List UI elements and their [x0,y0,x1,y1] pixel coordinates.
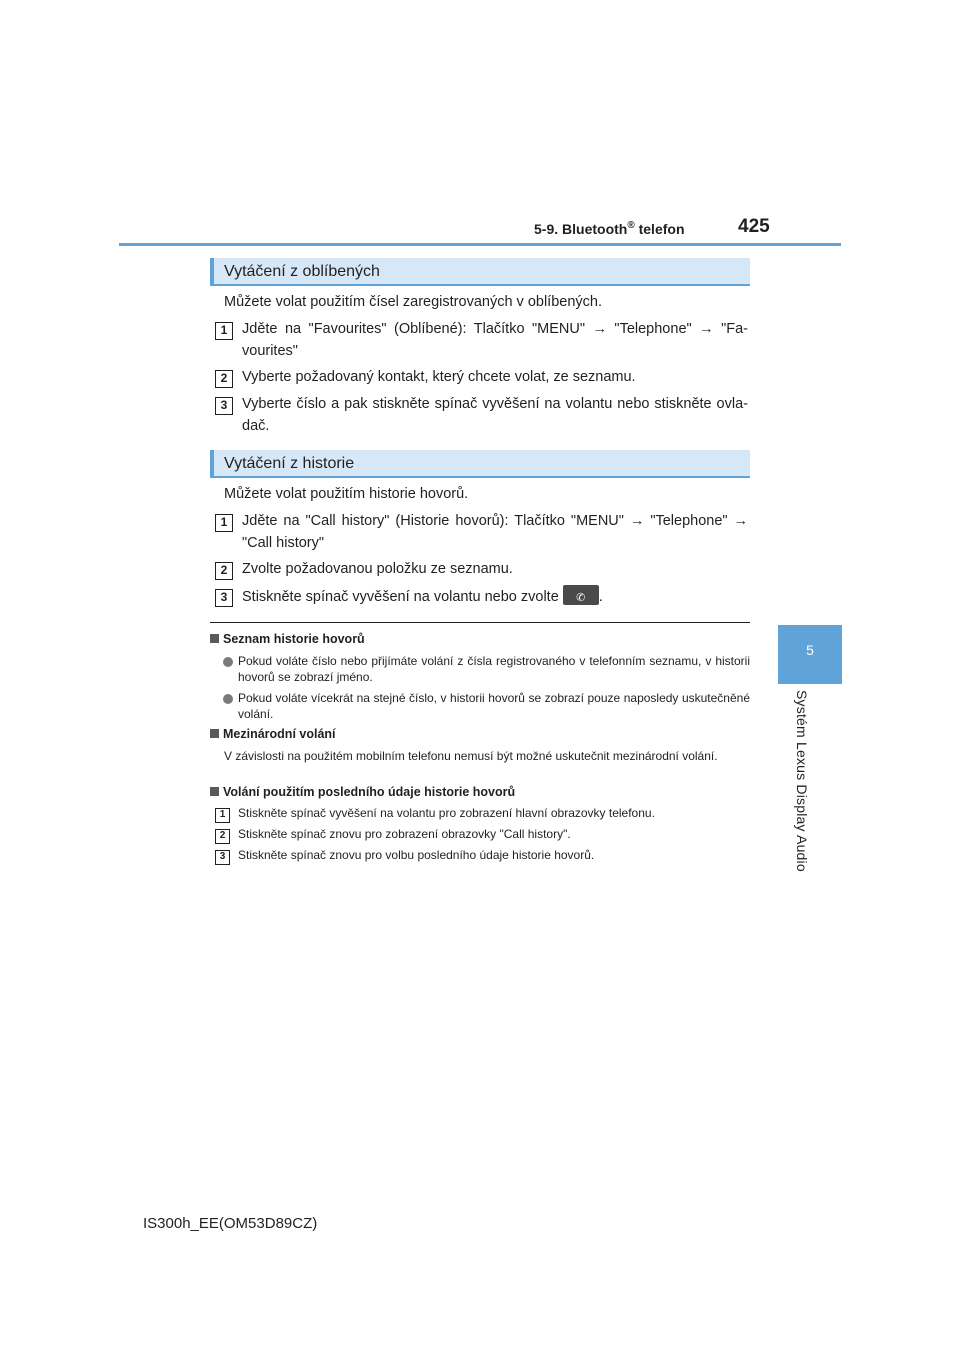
header-divider [119,243,841,246]
square-bullet-icon [210,729,219,738]
mini-step-number-box: 2 [215,829,230,844]
chapter-title: 5-9. Bluetooth [534,221,628,237]
notes-divider [210,622,750,623]
step-number-box: 2 [215,562,233,580]
step-number-box: 3 [215,589,233,607]
step-text: Jděte na "Favourites" (Oblíbené): Tlačítko "MENU" → "Telephone" → "Fa-vourites" [242,321,748,359]
chapter-tab-number: 5 [806,642,814,658]
step-number-box: 1 [215,514,233,532]
note-title-text: Seznam historie hovorů [223,632,365,646]
mini-step-number-box: 1 [215,808,230,823]
mini-step-text: Stiskněte spínač znovu pro volbu posledního údaje historie hovorů. [238,848,595,862]
section-heading-favorites: Vytáčení z oblíbených [210,258,750,286]
mini-step-text: Stiskněte spínač znovu pro zobrazení obrazovky "Call history". [238,827,571,841]
step-number-box: 1 [215,322,233,340]
circle-bullet-icon [223,657,233,667]
step-text: Vyberte číslo a pak stiskněte spínač vyvěšení na volantu nebo stiskněte ovla-dač. [242,396,748,434]
call-button-glyph [563,585,599,605]
mini-step-number-box: 3 [215,850,230,865]
step-number-box: 2 [215,370,233,388]
step-text: Jděte na "Call history" (Historie hovorů): Tlačítko "MENU" → "Telephone" → "Call history" [242,513,748,551]
note-title-text: Mezinárodní volání [223,727,336,741]
section-heading-history: Vytáčení z historie [210,450,750,478]
step-text: Stiskněte spínač vyvěšení na volantu nebo zvolte [242,589,559,605]
chapter-title-suffix: telefon [634,221,685,237]
note-paragraph: V závislosti na použitém mobilním telefonu nemusí být možné uskutečnit mezinárodní volání. [224,749,718,763]
mini-step-text: Stiskněte spínač vyvěšení na volantu pro zobrazení hlavní obrazovky telefonu. [238,806,655,820]
step-text: Vyberte požadovaný kontakt, který chcete volat, ze seznamu. [242,369,636,385]
square-bullet-icon [210,787,219,796]
footer-document-code: IS300h_EE(OM53D89CZ) [143,1215,318,1232]
square-bullet-icon [210,634,219,643]
note-bullet-text: Pokud voláte číslo nebo přijímáte volání z čísla registrovaného v telefonním seznamu, v historii hovorů se zobrazí jméno. [238,654,750,684]
note-title [210,632,365,646]
note-title [210,727,336,741]
circle-bullet-icon [223,694,233,704]
running-header [534,220,685,237]
intro-history: Můžete volat použitím historie hovorů. [224,486,469,502]
chapter-tab-label: Systém Lexus Display Audio [794,690,810,872]
note-title [210,785,515,799]
page-number: 425 [738,216,770,237]
intro-favorites: Můžete volat použitím čísel zaregistrovaných v oblíbených. [224,294,602,310]
step-text: Zvolte požadovanou položku ze seznamu. [242,561,513,577]
note-bullet-text: Pokud voláte vícekrát na stejné číslo, v historii hovorů se zobrazí pouze naposledy uskutečněné volání. [238,691,750,721]
step-text-suffix: . [598,589,603,605]
note-title-text: Volání použitím posledního údaje historie hovorů [223,785,516,799]
step-number-box: 3 [215,397,233,415]
phone-icon: ✆ [576,592,586,604]
chapter-tab [778,625,842,684]
step-text-with-button [242,585,748,608]
registered-mark: ® [627,220,635,231]
